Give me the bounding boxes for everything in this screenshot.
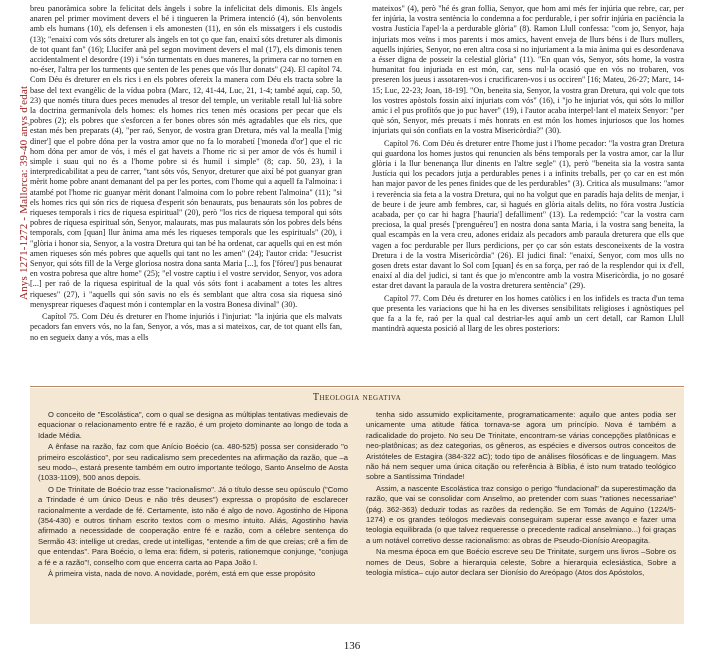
- paragraph: Capítol 77. Com Déu és dreturer en los homes catòlics i en los infidels es tracta d'un tema que presenta les variacions que hi ha en les diverses sensibilitats religioses i agnòstiques pel que fa a la fe, raó per la qual cal destriar-les aquí amb un cert detall, car Ramon Llull mantindrà aquesta posició al llarg de les obres posteriors:: [372, 293, 684, 334]
- paragraph: Capítol 76. Com Déu és dreturer entre l'home just i l'home pecador: "la vostra gran Dretura qui guardona los homes justos qui renuncien als béns temporals per la vostra amor, car la llur glòria i la llur benenança llur dinents en l'altre segle" (1), però "beneita sia la vostra santa Justícia qui los pecadors jutja a perdurables penes i a infinits treballs, per ço car en est món han major pavor de les penes finides que de les perdurables" (3). Critica als musulmans: "amor i reverència sia feta a la vostra Dretura, qui no ha volgut que en paradís haja delits de menjar, i de beure i de jeure amb fembres, car, si hagués en glòria aitals delits, no fóra vostra Justícia acabada, per ço car hi hagra ['hauria'] defalliment" (13). La redempció: "car la vostra carn preciosa, la qual presés ['prenguéreu'] en nostra dona santa Maria, i la vostra sang beneita, la qual escampàs en la vera creu, adones eridaiz als pecadors amb paraula dreturera que ells que vagen a foc perdurable per llurs perdicions, per ço car són estats desconeixents de la vostra Dretura i de la vostra Misericòrdia" (26). El judici final: "enaixí, Senyor, com mos ulls no gosen drets estar davant lo Sol com [quan] és en sa força, per raó de la resplendor qui ix d'ell, enaixí al dia del judici, si tant és que jo m'encontre amb la vostra Misericòrdia, jo no gosaré estar dret davant la paraula de la vostra dreturera sentència" (29).: [372, 138, 684, 291]
- box-paragraph: O conceito de "Escolástica", com o qual se designa as múltiplas tentativas medievais de equacionar o relacionamento entre fé e razão, é um projeto dominante ao longo de toda a Idade Média.: [38, 410, 348, 440]
- right-column: [372, 4, 684, 337]
- box-paragraph: À primeira vista, nada de novo. A novidade, porém, está em que esse propósito: [48, 569, 316, 579]
- paragraph: breu panoràmica sobre la felicitat dels àngels i sobre la infelicitat dels dimonis. Els àngels anaren pel primer moviment devers el bé i tingueren la Primera intenció (4), són benvolents amb els humans (10), els defensen i els amonesten (11), en són els missatgers i els custodis (13); "enaixí com vós sóts dreturer als àngels en tot ço que fan, enaixí sóts dreturer als dimonis de tot quant fan" (16); Llucifer anà pel segon moviment devers el mal (17), els dimonis tenen accidentalment el desordre (19) i "són turmentats en dues maneres, la primera car no tornen en no-éser, l'altra per los turments que senten de les penes que vós llur donats" (24). El capítol 74. Com Déu és dreturer en els rics i en els pobres ofereix la manera com Déu els tracta sobre la base del text evangèlic de la vídua pobra (Marc, 12, 41-44, Luc, 21, 1-4; també aquí, cap. 50, 23) que només titura dues peces menudes al tresor del temple, un veritable retall lul·lià sobre la doctrina germanívola dels homes: els homes rics tenen més ocasions per pecar que els pobres (2); els pobres que s'esforcen a fer bones obres són més agradables que els rics, que estan més ben preparats (4), "per raó, Senyor, de vostra gran Dretura, més val la mealla ['mig diner'] que el pobre dóna per la vostra amor que no fa lo morabetí ['moneda d'or'] que el ric hom dóna per amor de vós, i més el gat havets a l'home ric si per amor de vós és humil i simple i suau qui no és a l'home pobre si és humil i simple" (8; cap. 50, 23), i la interpredicabilitat a peu de carrer, "tant sóts vós, Senyor, dreturer que així bé pot guanyar gran mèrit home pobre anant demanant del pa per les portes, com l'home qui a aquell fa l'almoina: i atambé pot l'home ric guanyar mèrit donant l'almoina com lo pobre rebent l'almoina" (11); "si els homes rics qui són rics de riquesa d'esperit són benaurats, pus benaurats són los pobres de riqueses temporals i rics de riquesa espiritual" (20), però "los rics de riquesa temporal qui sóts pobres de riquesa espiritual són, Senyor, malaurats, mas pus malaurats són los pobres dels béns temporals, com [quan] llur ànima ama més les riqueses temporals que les espirituals" (20), i "glòria i honor sia, Senyor, a la vostra Dretura qui tan bé ha ordenat, car aquells qui en est món amen riqueses són més pobres que aquells qui tant no les amen" (24); l'autor crida: "Jesucrist Senyor, qui sóts fill de la Verge gloriosa nostra dona santa Maria [...], fos ['fóreu'] pus benaurat en vostra pobresa que altre home" (25); "el vostre captiu i el vostre servidor, Senyor, vos adora [...] per raó de la riquesa espiritual de la qual vós sóts font i acabament a totes les altres riqueses" (27), i "aquells qui són savis no els és semblant que altra cosa sia riquesa sinó menysprear riqueses d'aquest món i contemplar en la vostra Bonesa divinal" (30).: [30, 4, 342, 309]
- box-divider: [30, 386, 684, 387]
- box-paragraph: A ênfase na razão, faz com que Anício Boécio (ca. 480-525) possa ser considerado "o primeiro escolástico", por seu radicalismo sem precedentes na afirmação da razão, que –a seu modo–, estará presente também em outro importante teólogo, Santo Anselmo de Aosta (1033-1109), 500 anos depois.: [38, 442, 348, 483]
- box-paragraph: Assim, a nascente Escolástica traz consigo o perigo "fundacional" da superestimação da razão, que vai se consolidar com Anselmo, ao pretender com suas "rationes necessariae" (pág. 362-363) deduzir todas as razões da redenção. Se em Tomás de Aquino (1224/5-1274) e os grandes teólogos medievais conseguiram superar esse avanço e fazer uma teologia equilibrada (o que talvez requeresse o precedente radical anselmiano...) foi graças a um notável corretivo desse racionalismo: as obras de Pseudo-Dionísio Areopagita.: [366, 483, 676, 545]
- box-paragraph: Na mesma época em que Boécio escreve seu De Trinitate, surgem uns livros –Sobre os nomes de Deus, Sobre a hierarquia celeste, Sobre a hierarquia eclesiástica, Sobre a teologia mística– cujo autor declara ser Dionísio do Areópago (Atos dos Apóstolos,: [366, 547, 676, 578]
- running-head-text: Anys 1271-1272 - Mallorca: 39-40 anys d'edat: [18, 85, 30, 300]
- sidebar-box: [30, 388, 684, 624]
- page-number: 136: [343, 640, 361, 652]
- running-head: [2, 10, 30, 310]
- box-paragraph: O De Trinitate de Boécio traz esse "racionalismo". Já o título desse seu opúsculo ("Como a Trindade é um único Deus e não três deuses") expressa o propósito de esclarecer racionalmente a verdade de fé. Certamente, isto não é algo de novo. Agostinho de Hipona (354-430) e outros tinham escrito textos com o mesmo intuito. Aliás, Agostinho havia afirmado a necessidade de cooperação entre fé e razão, com a célebre sentença do Sermão 43: intellige ut credas, crede ut intelligas, "entende a fim de que creias; crê a fim de que entendas". Para Boécio, o lema era: fidem, si poteris, rationemque conjunge, "conjuga a fé e a razão"!, conselho com que encerra carta ao Papa João I.: [38, 484, 348, 567]
- box-title: Theologia negativa: [312, 392, 402, 403]
- box-left-column: [38, 410, 348, 581]
- paragraph: Capítol 75. Com Déu és dreturer en l'home injuriós i l'injuriat: "la injúria que els malvats pecadors fan envers vós, no la fan, Senyor, a vós, mas a si mateixos, car, de tot quant ells fan, no en segueix dany a vós, mas a ells: [30, 312, 342, 342]
- box-paragraph: tenha sido assumido explicitamente, programaticamente: aquilo que antes podia ser unicamente uma atitude fática tornava-se agora um princípio. Nova é também a radicalidade do projeto. No seu De Trinitate, encontram-se várias concepções platônicas e neo-platônicas; as dez categorias, os gêneros, as espécies e diversos outros conceitos de Aristóteles de Estagira (384-322 aC); todo tipo de análises filosóficas e de linguagem. Mas não há nem sequer uma única citação ou referência à Bíblia, é isto num tratado teológico sobre a Santíssima Trindade!: [366, 410, 676, 482]
- box-right-column: [366, 410, 676, 580]
- left-column: [30, 4, 342, 345]
- paragraph: mateixos" (4), però "hé és gran follia, Senyor, que hom ami més fer injúria que rebre, car, per fer injúria, la vostra sentència lo condemna a foc perdurable, i per sofrir injúria en paciència la vostra Justícia l'apel·la a perdurable glòria" (8). Ramon Llull confessa: "com jo, Senyor, haja injuriats mos veïns i mos parents i mos amics, havent enveja de llurs béns i de llurs mullers, aquells injúries, Senyor, no eren altra cosa si no injuriament a la mia ànima qui es desordenava a ésser digna de posseir la celestial glòria" (11). "En quan vós, Senyor, sóts home, la vostra humanitat fou injuriada en est món, car, sens nul·la ocasió que en vós no trobaren, vos preseren los jueus i assotaren-vos i crucificaren-vos i us occiren" [16; Mateu, 26-27; Marc, 14-15; Luc, 22-23; Joan, 18-19]. "On, beneita sia, Senyor, la vostra gran Dretura, qui volc que tots los vostres apòstols fossin així injuriats com vós" (16), i "jo he injuriat vós, qui sóts lo millor amic i el pus profitós que jo puc haver" (19), i l'autor acaba interpel·lant el mateix Senyor: "per què són, Senyor, més preuats i més honrats en est món los homes injuriosos que los homes injuriats qui són confiats en la vostra Misericòrdia?" (30).: [372, 4, 684, 136]
